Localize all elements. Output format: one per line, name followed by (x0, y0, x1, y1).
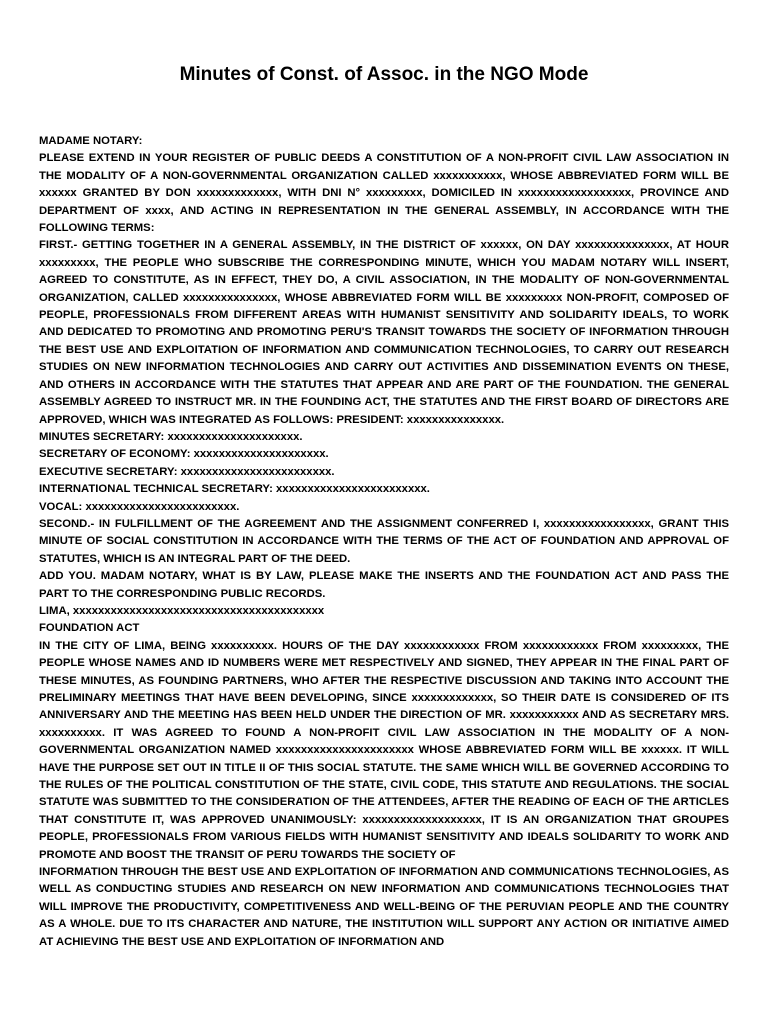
document-title: Minutes of Const. of Assoc. in the NGO Mode (179, 64, 589, 85)
paragraph-information: INFORMATION THROUGH THE BEST USE AND EXPLOITATION OF INFORMATION AND COMMUNICATIONS TECHNOLOGIES, AS WELL AS CONDUCTING STUDIES AND RESEARCH ON NEW INFORMATION AND COMMUNICATIONS TECHNOLOGIES THAT WILL IMPROVE THE PRODUCTIVITY, COMPETITIVENESS AND WELL-BEING OF THE PERUVIAN PEOPLE AND THE COUNTRY AS A WHOLE. DUE TO ITS CHARACTER AND NATURE, THE INSTITUTION WILL SUPPORT ANY ACTION OR INITIATIVE AIMED AT ACHIEVING THE BEST USE AND EXPLOITATION OF INFORMATION AND (39, 866, 729, 948)
paragraph-minutes-secretary: MINUTES SECRETARY: xxxxxxxxxxxxxxxxxxxxx. (39, 430, 303, 443)
paragraph-foundation-act-body: IN THE CITY OF LIMA, BEING xxxxxxxxxx. HOURS OF THE DAY xxxxxxxxxxxx FROM xxxxxxxxxxxx FROM xxxxxxxxx, THE PEOPLE WHOSE NAMES AND ID NUMBERS WERE MET RESPECTIVELY AND SIGNED, THEY APPEAR IN THE FINAL PART OF THESE MINUTES, AS FOUNDING PARTNERS, WHO AFTER THE RESPECTIVE DISCUSSION AND TAKING INTO ACCOUNT THE PRELIMINARY MEETINGS THAT HAVE BEEN DEVELOPING, SINCE xxxxxxxxxxxxx, SO THEIR DATE IS CONSIDERED OF ITS ANNIVERSARY AND THE MEETING HAS BEEN HELD UNDER THE DIRECTION OF MR. xxxxxxxxxxx AND AS SECRETARY MRS. xxxxxxxxxx. IT WAS AGREED TO FOUND A NON-PROFIT CIVIL LAW ASSOCIATION IN THE MODALITY OF A NON-GOVERNMENTAL ORGANIZATION NAMED xxxxxxxxxxxxxxxxxxxxxx WHOSE ABBREVIATED FORM WILL BE xxxxxx. IT WILL HAVE THE PURPOSE SET OUT IN TITLE II OF THIS SOCIAL STATUTE. THE SAME WHICH WILL BE GOVERNED ACCORDING TO THE RULES OF THE POLITICAL CONSTITUTION OF THE STATE, CIVIL CODE, THIS STATUTE AND REGULATIONS. THE SOCIAL STATUTE WAS SUBMITTED TO THE CONSIDERATION OF THE ATTENDEES, AFTER THE READING OF EACH OF THE ARTICLES THAT CONSTITUTE IT, WAS APPROVED UNANIMOUSLY: xxxxxxxxxxxxxxxxxxx, IT IS AN ORGANIZATION THAT GROUPES PEOPLE, PROFESSIONALS FROM VARIOUS FIELDS WITH HUMANIST SENSITIVITY AND IDEALS SOLIDARITY TO WORK AND PROMOTE AND BOOST THE TRANSIT OF PERU TOWARDS THE SOCIETY OF (39, 639, 729, 861)
paragraph-executive-secretary: EXECUTIVE SECRETARY: xxxxxxxxxxxxxxxxxxxxxxxx. (39, 465, 335, 478)
document-body (39, 133, 729, 951)
paragraph-add-you: ADD YOU. MADAM NOTARY, WHAT IS BY LAW, PLEASE MAKE THE INSERTS AND THE FOUNDATION ACT AND PASS THE PART TO THE CORRESPONDING PUBLIC RECORDS. (39, 570, 729, 600)
paragraph-vocal: VOCAL: xxxxxxxxxxxxxxxxxxxxxxxx. (39, 500, 240, 513)
paragraph-request: PLEASE EXTEND IN YOUR REGISTER OF PUBLIC DEEDS A CONSTITUTION OF A NON-PROFIT CIVIL LAW ASSOCIATION IN THE MODALITY OF A NON-GOVERNMENTAL ORGANIZATION CALLED xxxxxxxxxxx, WHOSE ABBREVIATED FORM WILL BE xxxxxx GRANTED BY DON xxxxxxxxxxxxx, WITH DNI N° xxxxxxxxx, DOMICILED IN xxxxxxxxxxxxxxxxxx, PROVINCE AND DEPARTMENT OF xxxx, AND ACTING IN REPRESENTATION IN THE GENERAL ASSEMBLY, IN ACCORDANCE WITH THE FOLLOWING TERMS: (39, 152, 729, 235)
paragraph-technical-secretary: INTERNATIONAL TECHNICAL SECRETARY: xxxxxxxxxxxxxxxxxxxxxxxx. (39, 483, 430, 496)
paragraph-foundation-act-heading: FOUNDATION ACT (39, 622, 140, 635)
paragraph-first-clause: FIRST.- GETTING TOGETHER IN A GENERAL ASSEMBLY, IN THE DISTRICT OF xxxxxx, ON DAY xxxxxxxxxxxxxxx, AT HOUR xxxxxxxxx, THE PEOPLE WHO SUBSCRIBE THE CORRESPONDING MINUTE, WHICH YOU MADAM NOTARY WILL INSERT, AGREED TO CONSTITUTE, AS IN EFFECT, THEY DO, A CIVIL ASSOCIATION, IN THE MODALITY OF NON-GOVERNMENTAL ORGANIZATION, CALLED xxxxxxxxxxxxxxx, WHOSE ABBREVIATED FORM WILL BE xxxxxxxxx NON-PROFIT, COMPOSED OF PEOPLE, PROFESSIONALS FROM DIFFERENT AREAS WITH HUMANIST SENSITIVITY AND SOLIDARITY IDEALS, TO WORK AND DEDICATED TO PROMOTING AND PROMOTING PERU'S TRANSIT TOWARDS THE SOCIETY OF INFORMATION THROUGH THE BEST USE AND EXPLOITATION OF INFORMATION AND COMMUNICATION TECHNOLOGIES, TO CARRY OUT RESEARCH STUDIES ON NEW INFORMATION TECHNOLOGIES AND CARRY OUT ACTIVITIES AND DISSEMINATION EVENTS ON THESE, AND OTHERS IN ACCORDANCE WITH THE STATUTES THAT APPEAR AND ARE PART OF THE FOUNDATION. THE GENERAL ASSEMBLY AGREED TO INSTRUCT MR. IN THE FOUNDING ACT, THE STATUTES AND THE FIRST BOARD OF DIRECTORS ARE APPROVED, WHICH WAS INTEGRATED AS FOLLOWS: PRESIDENT: xxxxxxxxxxxxxxx. (39, 239, 729, 426)
paragraph-salutation: MADAME NOTARY: (39, 135, 143, 147)
paragraph-lima: LIMA, xxxxxxxxxxxxxxxxxxxxxxxxxxxxxxxxxxxxxxxx (39, 604, 325, 617)
paragraph-secretary-economy: SECRETARY OF ECONOMY: xxxxxxxxxxxxxxxxxxxxx. (39, 448, 329, 461)
paragraph-second-clause: SECOND.- IN FULFILLMENT OF THE AGREEMENT AND THE ASSIGNMENT CONFERRED I, xxxxxxxxxxxxxxxxx, GRANT THIS MINUTE OF SOCIAL CONSTITUTION IN ACCORDANCE WITH THE TERMS OF THE ACT OF FOUNDATION AND APPROVAL OF STATUTES, WHICH IS AN INTEGRAL PART OF THE DEED. (39, 517, 729, 565)
